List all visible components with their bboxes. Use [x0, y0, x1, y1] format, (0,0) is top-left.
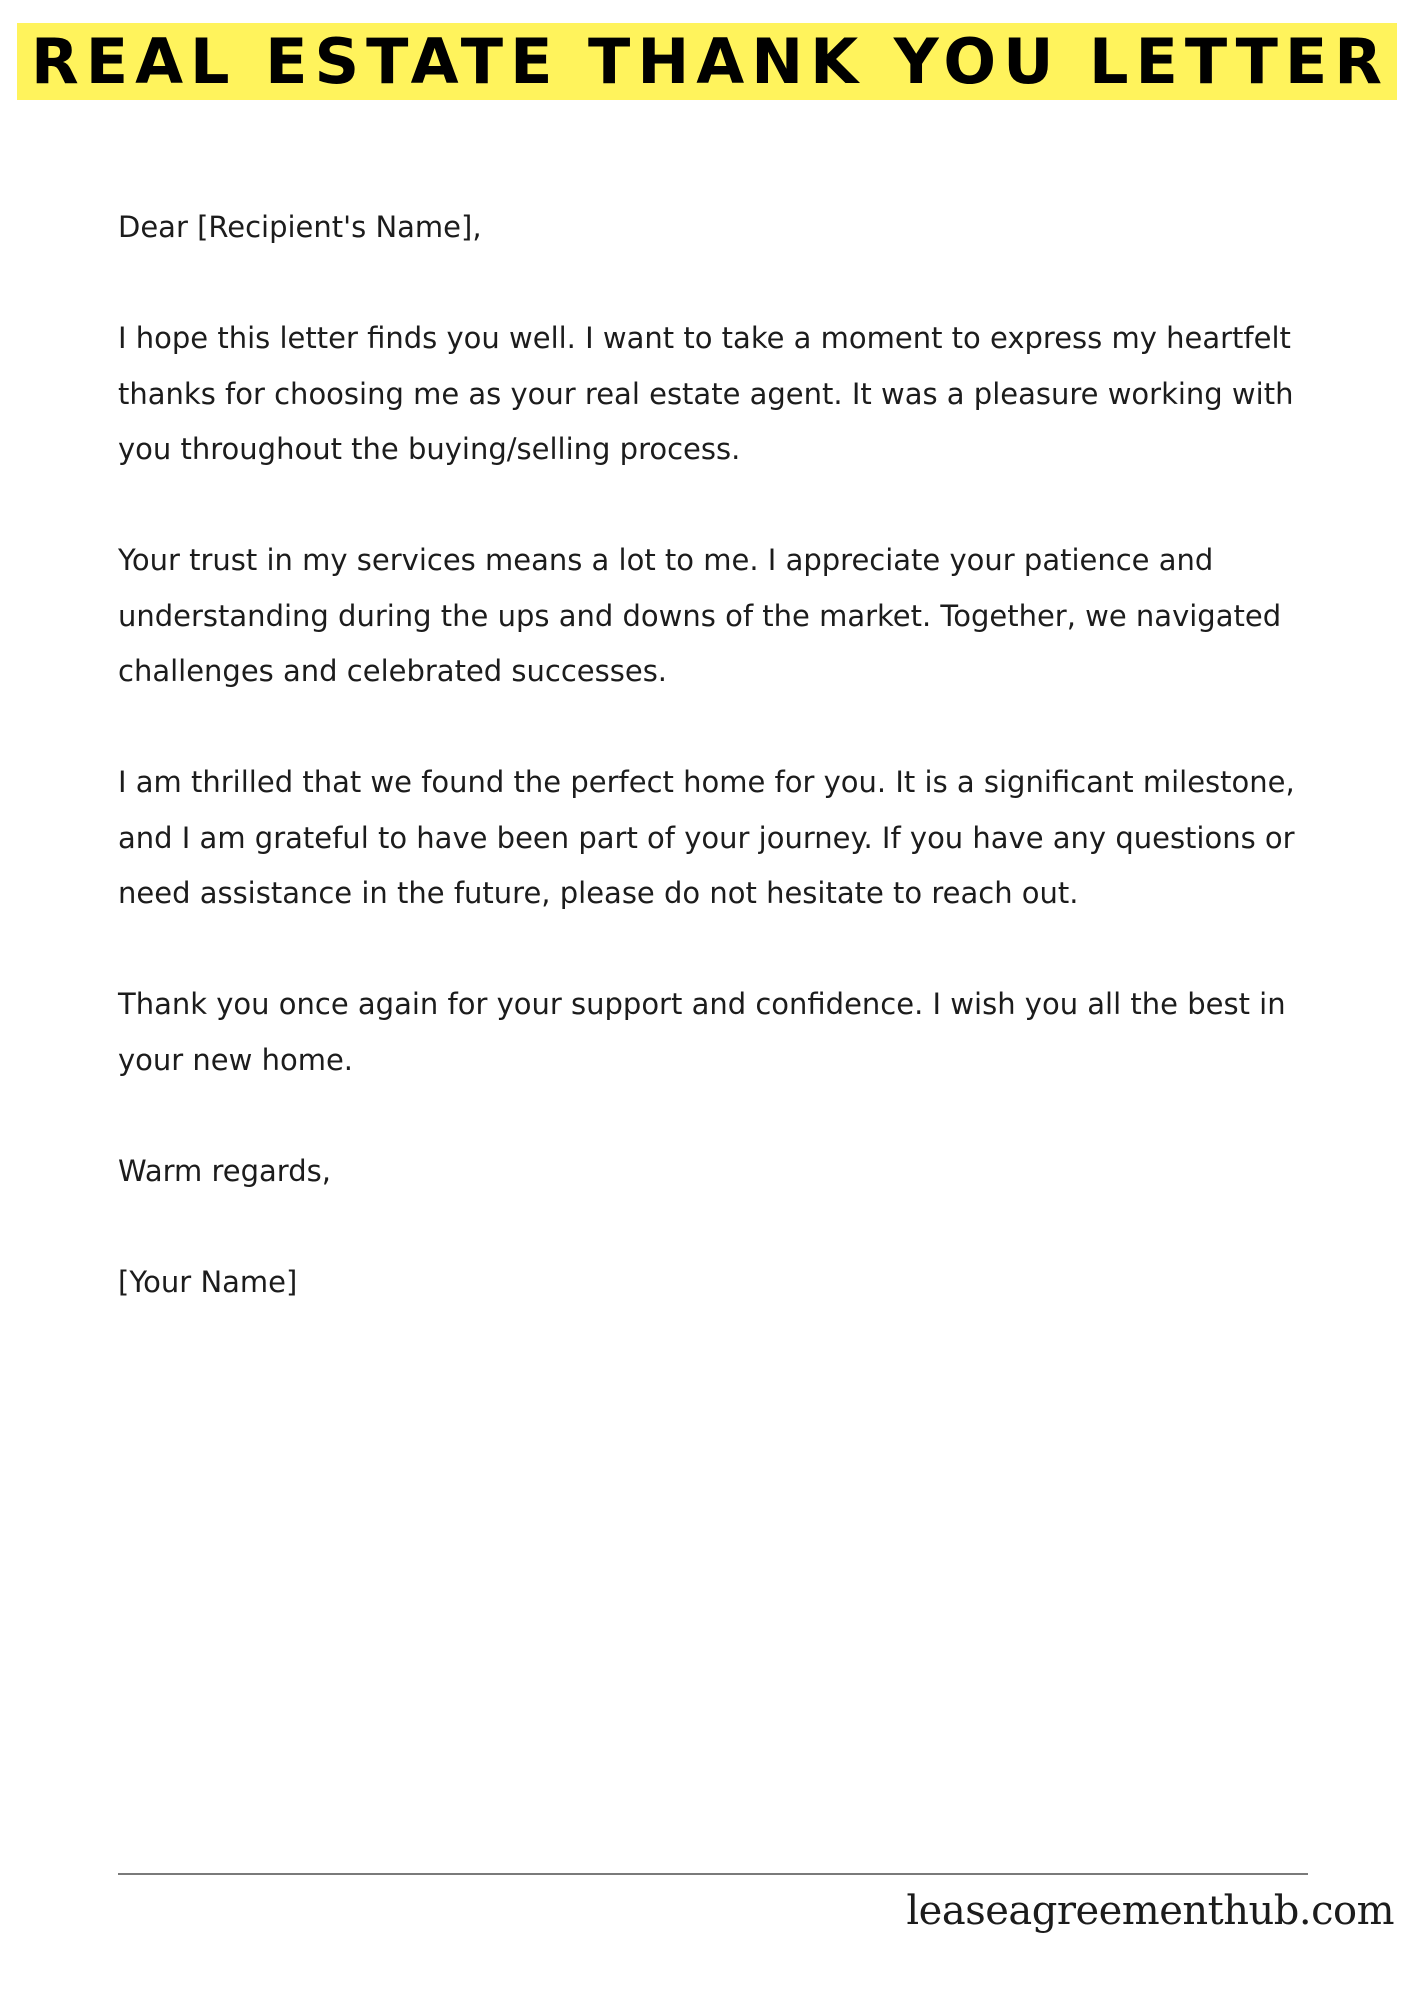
letter-body	[118, 200, 1318, 1366]
paragraph-3: I am thrilled that we found the perfect home for you. It is a significant milestone, and I am grateful to have been part of your journey. If you have any questions or need assistance in the future, please do not hesitate to reach out.	[118, 765, 1295, 910]
footer-brand: leaseagreementhub.com	[906, 1888, 1394, 1934]
paragraph-4: Thank you once again for your support and confidence. I wish you all the best in your new home.	[118, 987, 1286, 1077]
title-highlight: REAL ESTATE THANK YOU LETTER	[17, 23, 1397, 100]
page-title	[0, 18, 1414, 106]
paragraph-2: Your trust in my services means a lot to me. I appreciate your patience and understanding during the ups and downs of the market. Together, we navigated challenges and celebrated successes.	[118, 543, 1282, 688]
salutation: Dear [Recipient's Name],	[118, 210, 482, 244]
footer-divider	[118, 1873, 1308, 1875]
closing: Warm regards,	[118, 1153, 331, 1188]
paragraph-1: I hope this letter finds you well. I want to take a moment to express my heartfelt thanks for choosing me as your real estate agent. It was a pleasure working with you throughout the buying/selling process.	[118, 321, 1294, 466]
signature: [Your Name]	[118, 1264, 298, 1299]
